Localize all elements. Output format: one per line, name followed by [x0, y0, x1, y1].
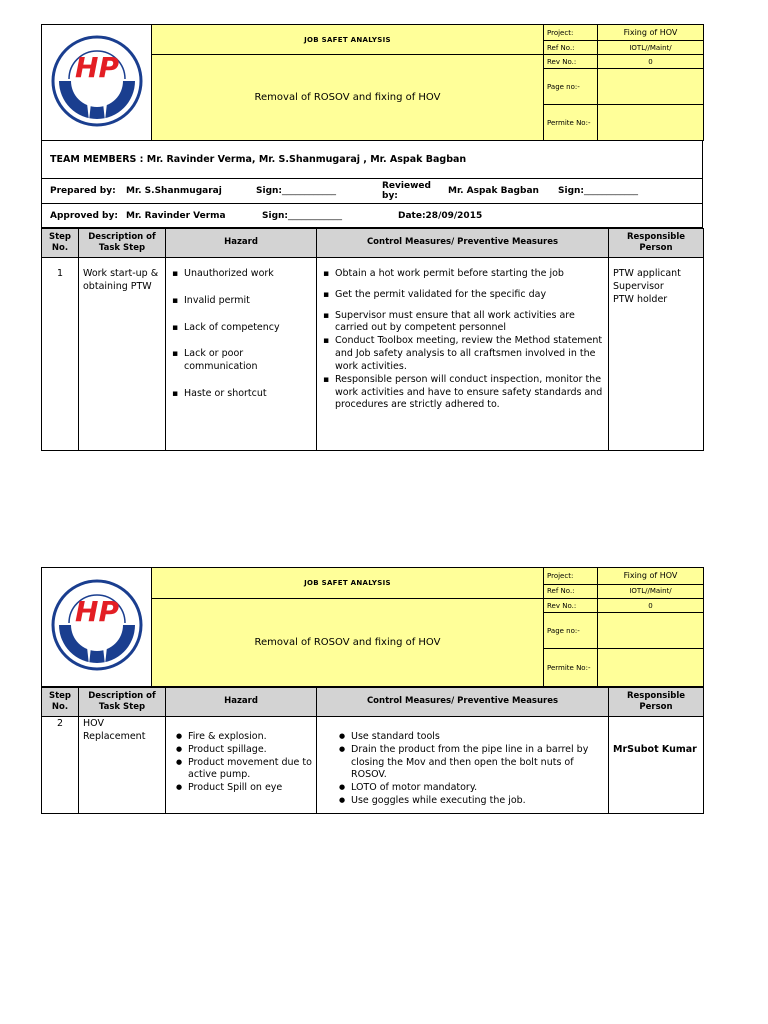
list-item: ▪ Conduct Toolbox meeting, review the Method statement and Job safety analysis to all craftsmen involved in the work activities. — [321, 335, 604, 373]
control-list — [321, 268, 604, 412]
responsible-cell — [609, 717, 704, 814]
col-responsible: Responsible Person — [609, 229, 704, 258]
list-item: ▪ Unauthorized work — [170, 268, 312, 281]
rev-value: 0 — [598, 55, 704, 69]
reviewed-sign-blank: ____________ — [584, 186, 638, 196]
list-item: ▪ Haste or shortcut — [170, 388, 312, 401]
list-item: ▪ Supervisor must ensure that all work activities are carried out by competent personnel — [321, 310, 604, 336]
task-title: Removal of ROSOV and fixing of HOV — [152, 55, 544, 141]
step-description: Work start-up & obtaining PTW — [79, 258, 166, 451]
col-control: Control Measures/ Preventive Measures — [317, 229, 609, 258]
prepared-sign-blank: ____________ — [282, 186, 336, 196]
hp-logo — [42, 568, 152, 687]
list-item: ▪ Lack or poor communication — [170, 348, 312, 374]
list-item: ▪ Get the permit validated for the specific day — [321, 289, 604, 302]
jsa-sheet-2 — [41, 567, 703, 814]
reviewed-label: Reviewed by: — [382, 181, 431, 201]
list-item: ● Product Spill on eye — [174, 782, 312, 795]
step-number: 1 — [42, 258, 79, 451]
list-item: ● Product movement due to active pump. — [174, 757, 312, 783]
list-item: ▪ Lack of competency — [170, 322, 312, 335]
ref-value: IOTL//Maint/ — [598, 584, 704, 598]
list-item: ● LOTO of motor mandatory. — [337, 782, 604, 795]
ref-label: Ref No.: — [544, 584, 598, 598]
permit-value — [598, 105, 704, 141]
responsible-cell — [609, 258, 704, 451]
project-value: Fixing of HOV — [598, 25, 704, 41]
reviewed-name: Mr. Aspak Bagban — [448, 186, 539, 196]
table-row — [42, 258, 704, 451]
reviewed-sign-label: Sign: — [558, 186, 585, 196]
step-description: HOV Replacement — [79, 717, 166, 814]
prepared-name: Mr. S.Shanmugaraj — [126, 186, 222, 196]
hp-logo-icon — [49, 35, 145, 129]
rev-label: Rev No.: — [544, 55, 598, 69]
list-item: ▪ Responsible person will conduct inspection, monitor the work activities and have to ensure safety standards and procedures are strictly adhered to. — [321, 374, 604, 412]
task-title: Removal of ROSOV and fixing of HOV — [152, 599, 544, 687]
col-description: Description of Task Step — [79, 229, 166, 258]
hp-logo-icon — [49, 579, 145, 673]
page-label: Page no:- — [544, 69, 598, 105]
prepared-label: Prepared by: — [50, 186, 116, 196]
rev-label: Rev No.: — [544, 599, 598, 613]
project-label: Project: — [544, 25, 598, 41]
prepared-sign-label: Sign: — [256, 186, 283, 196]
col-description: Description of Task Step — [79, 688, 166, 717]
ref-label: Ref No.: — [544, 41, 598, 55]
rev-value: 0 — [598, 599, 704, 613]
jsa-steps-table — [41, 228, 704, 451]
page-value — [598, 69, 704, 105]
svg-text:HP: HP — [74, 595, 119, 628]
control-cell — [317, 258, 609, 451]
approved-sign-blank: ____________ — [288, 210, 342, 221]
approval-date: Date:28/09/2015 — [398, 210, 483, 221]
hazard-list — [174, 731, 312, 795]
list-item: ▪ Obtain a hot work permit before starting the job — [321, 268, 604, 281]
responsible-person: Supervisor — [613, 280, 664, 292]
permit-label: Permite No:- — [544, 649, 598, 687]
jsa-sheet-1 — [41, 24, 703, 451]
control-list — [337, 731, 604, 808]
page-value — [598, 613, 704, 649]
jsa-title: JOB SAFET ANALYSIS — [152, 25, 544, 55]
list-item: ▪ Invalid permit — [170, 295, 312, 308]
prepared-row — [41, 179, 703, 204]
hp-logo — [42, 25, 152, 141]
project-value: Fixing of HOV — [598, 568, 704, 585]
list-item: ● Use standard tools — [337, 731, 604, 744]
hazard-cell — [166, 258, 317, 451]
svg-text:HP: HP — [74, 50, 119, 84]
approved-row — [41, 204, 703, 228]
hazard-cell — [166, 717, 317, 814]
list-item: ● Product spillage. — [174, 744, 312, 757]
responsible-person: PTW applicant — [613, 268, 681, 279]
jsa-header — [41, 24, 704, 141]
list-item: ● Drain the product from the pipe line in a barrel by closing the Mov and then open the bolt nuts of ROSOV. — [337, 744, 604, 782]
approved-label: Approved by: — [50, 210, 118, 221]
list-item: ● Use goggles while executing the job. — [337, 795, 604, 808]
project-label: Project: — [544, 568, 598, 585]
col-hazard: Hazard — [166, 688, 317, 717]
col-hazard: Hazard — [166, 229, 317, 258]
permit-label: Permite No:- — [544, 105, 598, 141]
col-step-no: Step No. — [42, 229, 79, 258]
ref-value: IOTL//Maint/ — [598, 41, 704, 55]
col-step-no: Step No. — [42, 688, 79, 717]
list-item: ● Fire & explosion. — [174, 731, 312, 744]
table-row — [42, 717, 704, 814]
approved-sign-label: Sign: — [262, 210, 289, 221]
hazard-list — [170, 268, 312, 401]
permit-value — [598, 649, 704, 687]
jsa-steps-table — [41, 687, 704, 814]
jsa-header — [41, 567, 704, 687]
responsible-person: MrSubot Kumar — [613, 744, 697, 755]
col-control: Control Measures/ Preventive Measures — [317, 688, 609, 717]
page-label: Page no:- — [544, 613, 598, 649]
col-responsible: Responsible Person — [609, 688, 704, 717]
control-cell — [317, 717, 609, 814]
team-members: TEAM MEMBERS : Mr. Ravinder Verma, Mr. S.Shanmugaraj , Mr. Aspak Bagban — [41, 141, 703, 179]
step-number: 2 — [42, 717, 79, 814]
jsa-title: JOB SAFET ANALYSIS — [152, 568, 544, 599]
approved-name: Mr. Ravinder Verma — [126, 210, 226, 221]
responsible-person: PTW holder — [613, 293, 668, 305]
